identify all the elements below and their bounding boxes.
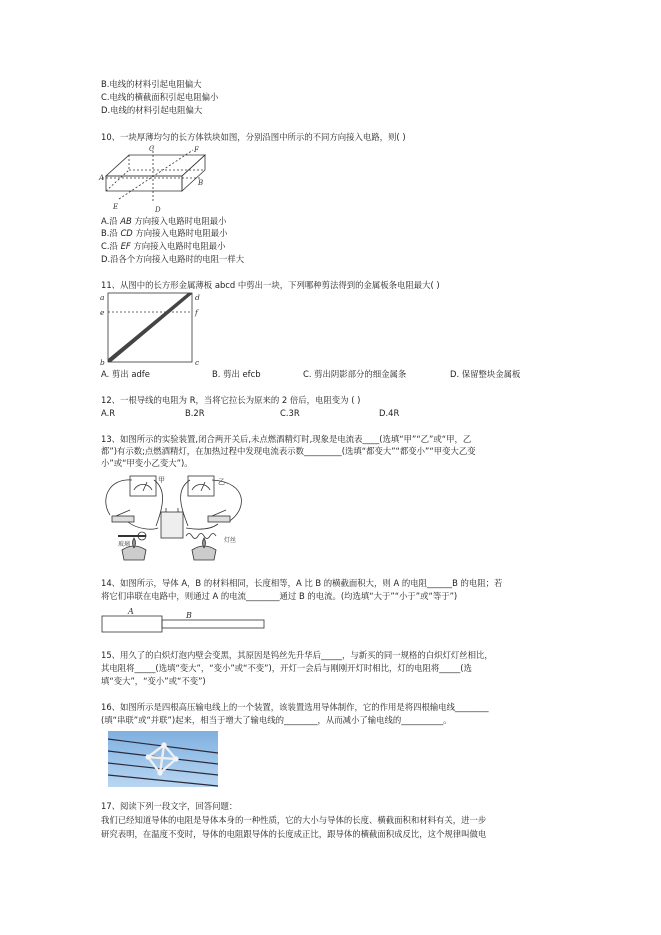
q13-line1: 13、如图所示的实验装置,闭合两开关后,未点燃酒精灯时,现象是电流表____(选填“甲”“乙”或“甲，乙 [101, 434, 472, 444]
q10-option-a: A.沿 AB 方向接入电路时电阻最小 [101, 216, 227, 226]
q10-label-b: B [198, 179, 204, 187]
q12-option-a: A.R [101, 408, 116, 418]
prev-option-b: B.电线的材料引起电阻偏大 [101, 79, 202, 89]
q14-line1: 14、如图所示，导体 A，B 的材料相同，长度相等，A 比 B 的横截面积大，则 A 的电阻______B 的电阻；若 [101, 578, 503, 588]
q13-line2: 都”)有示数;点燃酒精灯，在加热过程中发现电流表示数_________(选填“都变大”“都变小”“甲变大乙变 [101, 446, 476, 456]
q16-power-line-photo [108, 731, 218, 787]
q10-option-c: C.沿 EF 方向接入电路时电阻最小 [101, 241, 226, 251]
q10-label-a: A [99, 174, 105, 182]
q13-circuit-figure [98, 470, 258, 568]
q11-label-f: f [195, 308, 198, 317]
q10-label-c: C [149, 145, 155, 153]
q10-label-e: E [113, 203, 119, 211]
q17-line1: 17、阅读下列一段文字，回答问题： [101, 801, 238, 811]
q14-line2: 将它们串联在电路中，则通过 A 的电流________通过 B 的电流。(均选填“大于”“小于”或“等于”) [101, 591, 458, 601]
q11-option-b: B. 剪出 efcb [212, 369, 261, 379]
q15-line3: 填“变大”，“变小”或“不变”) [101, 676, 206, 686]
q16-line1: 16、如图所示是四根高压输电线上的一个装置，该装置选用导体制作，它的作用是将四根输电线________ [101, 702, 489, 712]
q10-option-d: D.沿各个方向接入电路时的电阻一样大 [101, 254, 245, 264]
q10-stem: 10、一块厚薄均匀的长方体铁块如图，分别沿图中所示的不同方向接入电路，则( ) [101, 132, 406, 142]
q13-line3: 小”或“甲变小乙变大”)。 [101, 458, 193, 468]
q12-option-b: B.2R [185, 408, 205, 418]
q11-stem: 11、从图中的长方形金属薄板 abcd 中剪出一块，下列哪种剪法得到的金属板条电阻最大( ) [101, 280, 440, 290]
q11-plate-figure [96, 290, 206, 366]
q13-label-jia: 甲 [158, 476, 165, 484]
q12-option-d: D.4R [379, 408, 400, 418]
q14-label-b: B [186, 611, 192, 620]
q10-option-b: B.沿 CD 方向接入电路时电阻最小 [101, 228, 228, 238]
q15-line2: 其电阻将_____(选填“变大”，“变小”或“不变”)，开灯一会后与刚刚开灯时相比，灯的电阻将_____(选 [101, 663, 472, 673]
q11-option-c: C. 剪出阴影部分的细金属条 [303, 369, 407, 379]
prev-option-d: D.电线的材料引起电阻偏大 [101, 105, 203, 115]
q13-label-glass: 玻璃 [118, 541, 131, 548]
q10-block-figure [98, 143, 218, 217]
q11-label-e: e [100, 308, 105, 317]
q17-line3: 研究表明，在温度不变时，导体的电阻跟导体的长度成正比，跟导体的横截面积成反比，这个规律叫做电 [101, 829, 487, 839]
q14-label-a: A [128, 608, 134, 616]
q11-label-d: d [195, 293, 200, 302]
q11-label-c: c [195, 358, 200, 366]
q11-option-d: D. 保留整块金属板 [450, 369, 521, 379]
q13-label-wire: 灯丝 [224, 537, 237, 544]
q11-label-a: a [100, 293, 105, 302]
q12-stem: 12、一根导线的电阻为 R，当将它拉长为原来的 2 倍后，电阻变为 ( ) [101, 395, 361, 405]
q12-option-c: C.3R [280, 408, 300, 418]
q11-label-b: b [100, 358, 105, 366]
prev-option-c: C.电线的横截面积引起电阻偏小 [101, 92, 219, 102]
q15-line1: 15、用久了的白炽灯泡内壁会变黑，其原因是钨丝先升华后_____，与新买的同一规格的白炽灯灯丝相比， [101, 650, 493, 660]
q14-conductor-figure [98, 608, 268, 636]
q10-label-f: F [194, 146, 199, 154]
q17-line2: 我们已经知道导体的电阻是导体本身的一种性质，它的大小与导体的长度、横截面积和材料有关，进一步 [101, 815, 487, 825]
q11-option-a: A. 剪出 adfe [101, 369, 150, 379]
q13-label-yi: 乙 [218, 478, 225, 486]
q10-label-d: D [155, 206, 161, 214]
q16-line2: (填“串联”或“并联”)起来，相当于增大了输电线的________，从而减小了输电线的__________。 [101, 715, 452, 725]
